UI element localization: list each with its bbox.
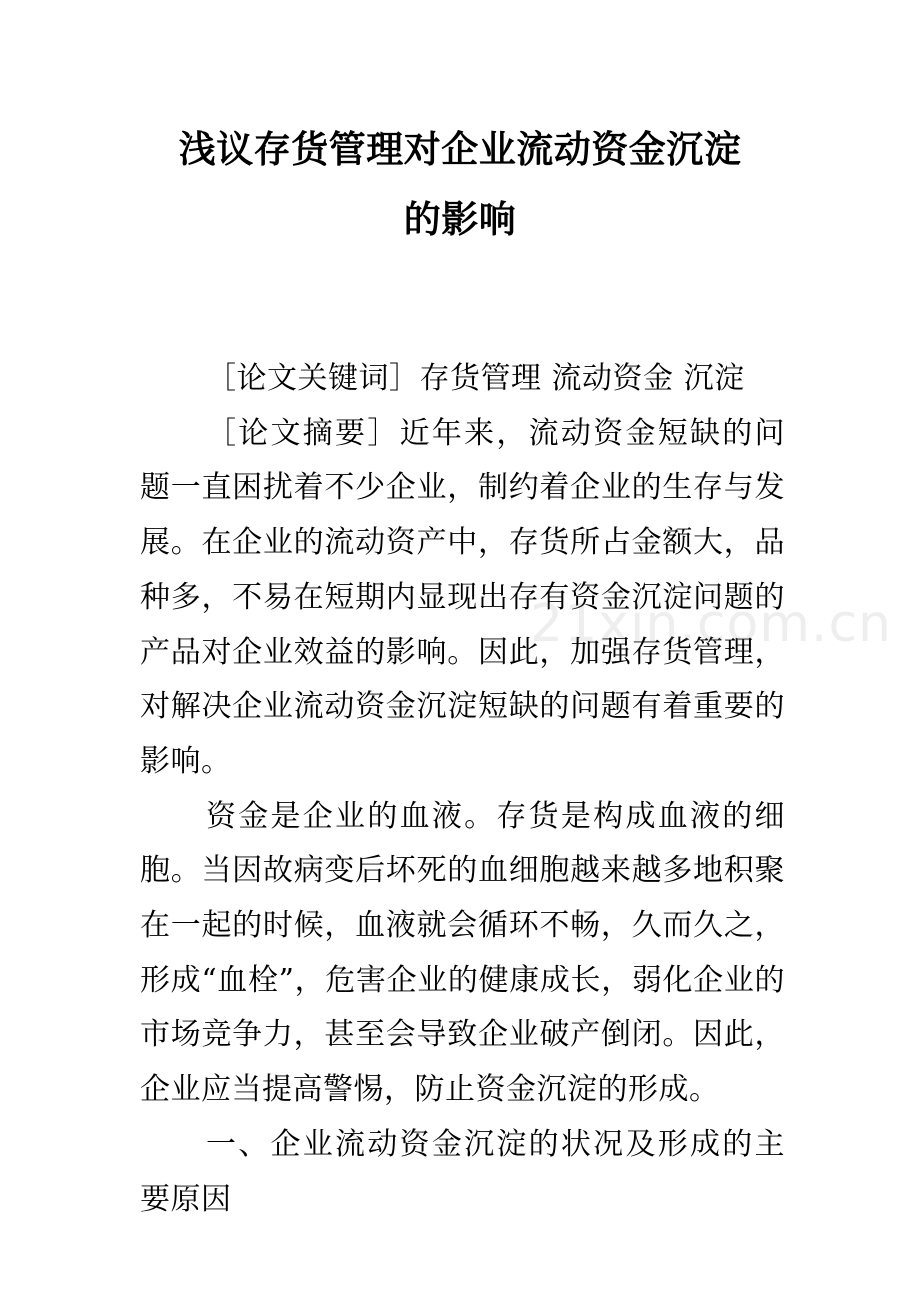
section-heading: 一、企业流动资金沉淀的状况及形成的主要原因: [140, 1126, 785, 1217]
document-body: [140, 352, 785, 1227]
abstract-paragraph: ［论文摘要］近年来，流动资金短缺的问题一直困扰着不少企业，制约着企业的生存与发展。在企业的流动资产中，存货所占金额大，品种多，不易在短期内显现出存有资金沉淀问题的产品对企业效益的影响。因此，加强存货管理，对解决企业流动资金沉淀短缺的问题有着重要的影响。: [140, 415, 785, 779]
document-title-line-1: 浅议存货管理对企业流动资金沉淀: [178, 128, 742, 171]
document-title-line-2: 的影响: [403, 198, 517, 241]
body-paragraph: 资金是企业的血液。存货是构成血液的细胞。当因故病变后坏死的血细胞越来越多地积聚在一起的时候，血液就会循环不畅，久而久之，形成“血栓”，危害企业的健康成长，弱化企业的市场竞争力，甚至会导致企业破产倒闭。因此，企业应当提高警惕，防止资金沉淀的形成。: [140, 798, 785, 1108]
keywords-paragraph: ［论文关键词］存货管理 流动资金 沉淀: [206, 361, 745, 396]
watermark: 21xin.com.cn: [530, 594, 893, 654]
